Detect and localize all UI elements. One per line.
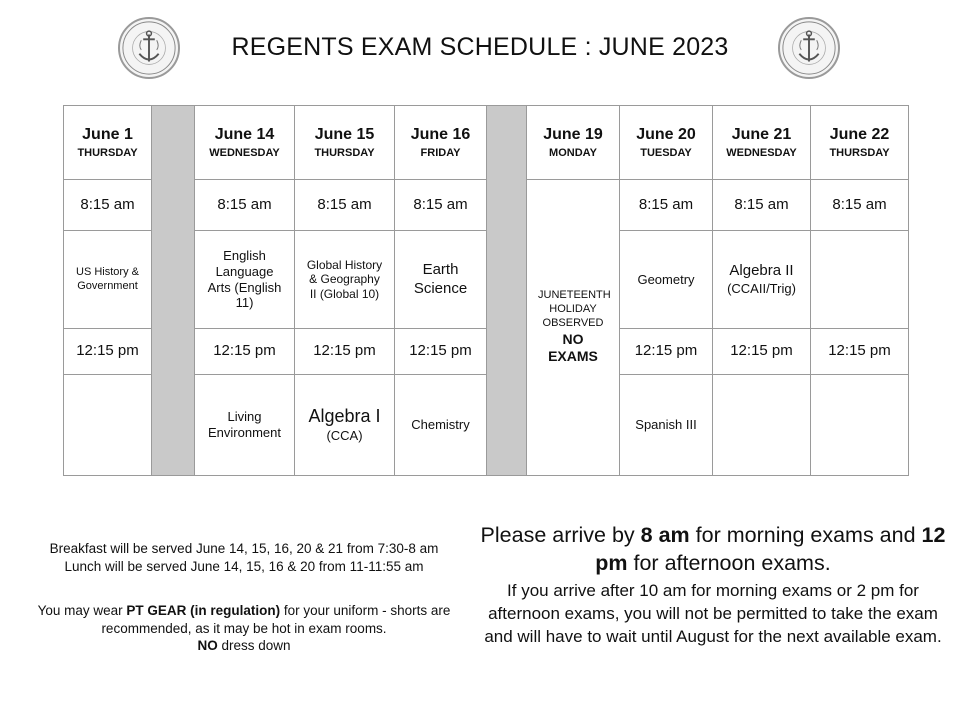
- dress-down-note: [15, 637, 473, 655]
- afternoon-exam: Chemistry: [395, 375, 487, 476]
- day-header: [527, 106, 620, 180]
- day-weekday: THURSDAY: [314, 147, 375, 160]
- page-title: REGENTS EXAM SCHEDULE : JUNE 2023: [231, 33, 729, 61]
- gap-column: [152, 106, 195, 476]
- day-weekday: WEDNESDAY: [209, 147, 280, 160]
- exam-name: Global History & Geography II (Global 10): [306, 257, 383, 301]
- exam-name: Earth Science: [413, 261, 468, 297]
- exam-name: Algebra I: [308, 406, 381, 427]
- arrival-instructions: [478, 522, 948, 578]
- uniform-text-bold: PT GEAR (in regulation): [126, 603, 281, 618]
- arrive-pre: Please arrive by: [480, 523, 641, 547]
- breakfast-note: Breakfast will be served June 14, 15, 16, 20 & 21 from 7:30-8 am: [49, 541, 439, 556]
- day-date: June 20: [636, 125, 696, 143]
- afternoon-time: 12:15 pm: [713, 329, 811, 375]
- afternoon-exam: [195, 375, 295, 476]
- morning-time: 8:15 am: [295, 180, 395, 231]
- day-weekday: FRIDAY: [420, 147, 461, 160]
- date-header-row: [64, 106, 909, 180]
- day-weekday: THURSDAY: [77, 147, 138, 160]
- morning-time: 8:15 am: [811, 180, 909, 231]
- morning-exam: [713, 231, 811, 329]
- day-date: June 19: [543, 125, 603, 143]
- gap-column: [487, 106, 527, 476]
- exam-name: Algebra II: [729, 262, 794, 280]
- afternoon-time: 12:15 pm: [195, 329, 295, 375]
- afternoon-time: 12:15 pm: [64, 329, 152, 375]
- day-date: June 15: [314, 125, 375, 143]
- exam-subtitle: (CCAII/Trig): [727, 280, 796, 296]
- no-exams-label: NO EXAMS: [548, 330, 598, 365]
- uniform-text: [29, 602, 459, 637]
- meals-note: [15, 540, 473, 575]
- afternoon-exam: [295, 375, 395, 476]
- day-date: June 16: [410, 125, 471, 143]
- exam-subtitle: (CCA): [326, 428, 363, 444]
- morning-time: 8:15 am: [713, 180, 811, 231]
- day-date: June 22: [829, 125, 890, 143]
- afternoon-time: 12:15 pm: [295, 329, 395, 375]
- morning-exam: Geometry: [620, 231, 713, 329]
- holiday-label: JUNETEENTH HOLIDAY OBSERVED: [538, 289, 611, 329]
- lunch-note: Lunch will be served June 14, 15, 16 & 20 from 11-11:55 am: [64, 558, 424, 574]
- afternoon-exam: [713, 375, 811, 476]
- day-header: [620, 106, 713, 180]
- afternoon-exam: [811, 375, 909, 476]
- day-date: June 14: [214, 125, 275, 143]
- arrival-note: [478, 522, 948, 649]
- uniform-text-post: for your uniform - shorts are recommended, as it may be hot in exam rooms.: [101, 603, 451, 636]
- morning-time: 8:15 am: [64, 180, 152, 231]
- exam-name: Living Environment: [208, 409, 281, 440]
- morning-exam: [195, 231, 295, 329]
- day-weekday: MONDAY: [549, 147, 597, 160]
- arrive-mid: for morning exams and: [689, 523, 922, 547]
- day-date: June 1: [82, 125, 133, 143]
- arrive-post: for afternoon exams.: [627, 550, 831, 575]
- holiday-cell: [527, 180, 620, 476]
- morning-exam: [811, 231, 909, 329]
- afternoon-time: 12:15 pm: [395, 329, 487, 375]
- uniform-text-pre: You may wear: [37, 603, 127, 618]
- morning-time: 8:15 am: [620, 180, 713, 231]
- day-header: [295, 106, 395, 180]
- day-date: June 21: [731, 125, 792, 143]
- dress-down-bold: NO: [197, 638, 218, 654]
- exam-name: English Language Arts (English 11): [207, 247, 282, 311]
- morning-time: 8:15 am: [395, 180, 487, 231]
- day-header: [395, 106, 487, 180]
- arrive-pm: 12 pm: [595, 523, 946, 575]
- afternoon-time: 12:15 pm: [811, 329, 909, 375]
- exam-schedule-table: [63, 105, 909, 476]
- morning-exam: [295, 231, 395, 329]
- uniform-note: [15, 602, 473, 655]
- day-header: [64, 106, 152, 180]
- day-weekday: THURSDAY: [829, 147, 890, 160]
- late-policy: If you arrive after 10 am for morning exams or 2 pm for afternoon exams, you will not be permitted to take the exam and will have to wait until August for the next available exam.: [484, 580, 942, 646]
- day-weekday: TUESDAY: [640, 147, 692, 160]
- day-header: [811, 106, 909, 180]
- day-header: [195, 106, 295, 180]
- day-header: [713, 106, 811, 180]
- day-weekday: WEDNESDAY: [726, 147, 797, 160]
- afternoon-exam: [64, 375, 152, 476]
- morning-time: 8:15 am: [195, 180, 295, 231]
- afternoon-time: 12:15 pm: [620, 329, 713, 375]
- afternoon-exam: Spanish III: [620, 375, 713, 476]
- dress-down-text: dress down: [217, 638, 291, 654]
- arrive-am: 8 am: [640, 523, 690, 547]
- morning-exam: [395, 231, 487, 329]
- morning-exam: US History & Government: [64, 231, 152, 329]
